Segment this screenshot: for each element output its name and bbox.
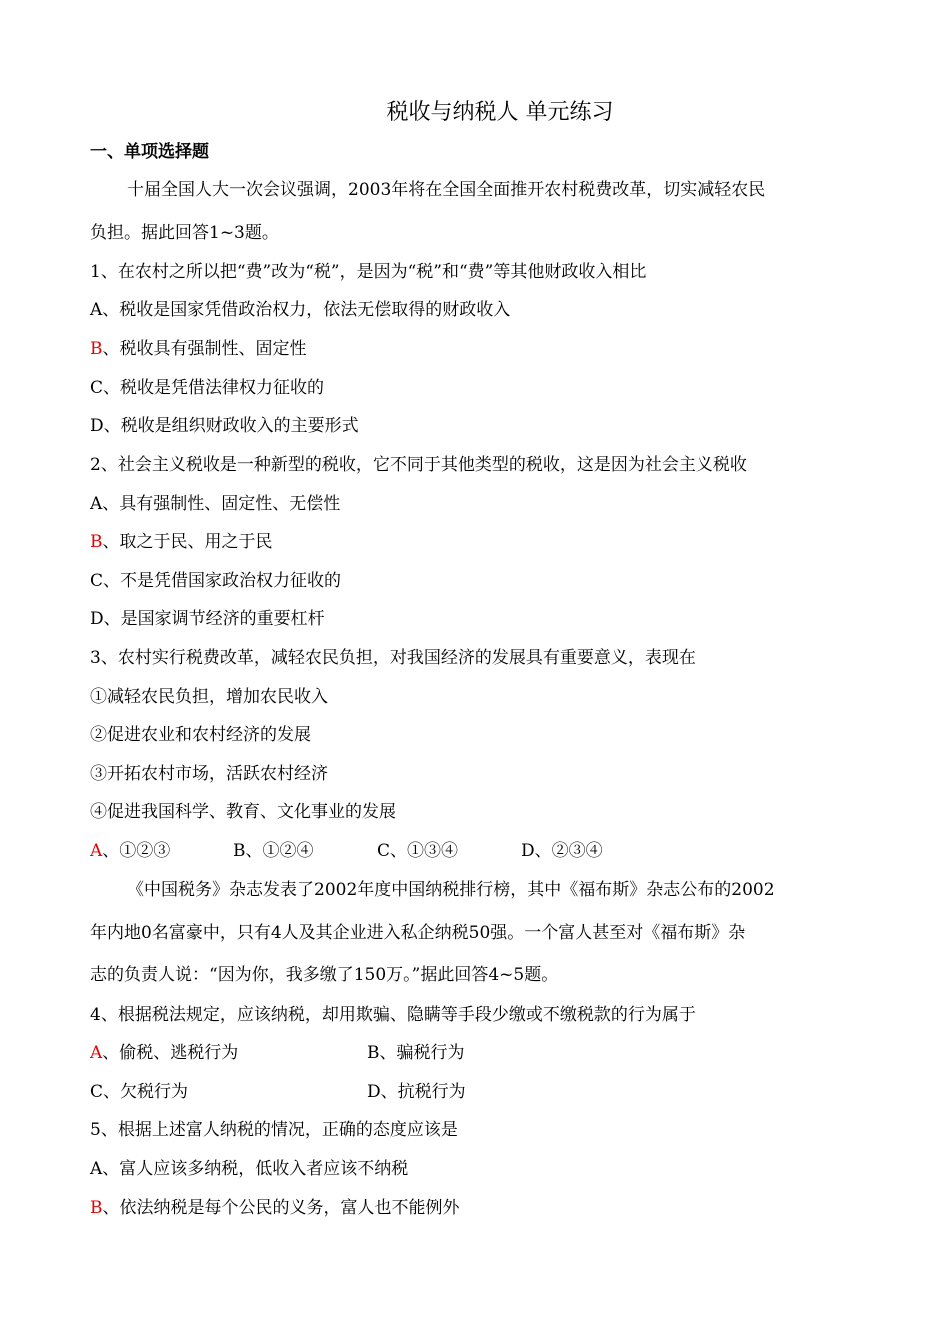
question-4-option-b: B、骗税行为 bbox=[367, 1043, 465, 1063]
option-text: 、税收具有强制性、固定性 bbox=[102, 339, 307, 359]
option-letter: A bbox=[90, 300, 103, 320]
question-5-stem: 5、根据上述富人纳税的情况，正确的态度应该是 bbox=[90, 1120, 458, 1140]
intro-paragraph-1-line-1: 十届全国人大一次会议强调，2003年将在全国全面推开农村税费改革，切实减轻农民 bbox=[127, 180, 766, 200]
question-3-stem: 3、农村实行税费改革，减轻农民负担，对我国经济的发展具有重要意义，表现在 bbox=[90, 648, 696, 668]
intro-paragraph-2-line-3: 志的负责人说：“因为你，我多缴了150万。”据此回答4~5题。 bbox=[90, 965, 559, 985]
answer-letter: A bbox=[90, 841, 103, 861]
question-3-option-d: D、②③④ bbox=[521, 841, 603, 861]
option-text: 、税收是凭借法律权力征收的 bbox=[103, 378, 325, 398]
option-text: 、偷税、逃税行为 bbox=[102, 1043, 239, 1063]
question-4-option-a bbox=[90, 1040, 238, 1066]
question-3-item-1: ①减轻农民负担，增加农民收入 bbox=[90, 687, 328, 707]
question-4-option-c: C、欠税行为 bbox=[90, 1082, 189, 1102]
option-letter: D bbox=[90, 609, 104, 629]
question-4-options-row-2 bbox=[90, 1079, 650, 1105]
answer-letter: B bbox=[90, 532, 103, 552]
option-letter: A bbox=[90, 494, 103, 514]
option-text: 、取之于民、用之于民 bbox=[102, 532, 273, 552]
option-text: 、是国家调节经济的重要杠杆 bbox=[103, 609, 325, 629]
option-text: 、①②③ bbox=[102, 841, 171, 861]
answer-letter: A bbox=[90, 1043, 103, 1063]
option-letter: C bbox=[90, 571, 104, 591]
option-letter: C bbox=[90, 378, 104, 398]
question-2-option-a bbox=[90, 491, 340, 517]
question-3-option-c: C、①③④ bbox=[377, 841, 459, 861]
question-3-option-b: B、①②④ bbox=[233, 841, 314, 861]
question-3-options bbox=[90, 838, 650, 864]
question-2-stem: 2、社会主义税收是一种新型的税收，它不同于其他类型的税收，这是因为社会主义税收 bbox=[90, 455, 747, 475]
question-2-option-d bbox=[90, 606, 325, 632]
question-1-option-d bbox=[90, 413, 359, 439]
intro-paragraph-1-line-2: 负担。据此回答1~3题。 bbox=[90, 223, 279, 243]
question-3-option-a bbox=[90, 838, 170, 864]
question-5-option-b bbox=[90, 1195, 460, 1221]
intro-paragraph-2-line-1: 《中国税务》杂志发表了2002年度中国纳税排行榜，其中《福布斯》杂志公布的2002 bbox=[127, 880, 775, 900]
question-4-options-row-1 bbox=[90, 1040, 650, 1066]
option-text: 、不是凭借国家政治权力征收的 bbox=[103, 571, 342, 591]
answer-letter: B bbox=[90, 339, 103, 359]
option-text: 、税收是国家凭借政治权力，依法无偿取得的财政收入 bbox=[102, 300, 511, 320]
question-3-item-4: ④促进我国科学、教育、文化事业的发展 bbox=[90, 802, 396, 822]
question-3-item-3: ③开拓农村市场，活跃农村经济 bbox=[90, 764, 328, 784]
question-1-stem: 1、在农村之所以把“费”改为“税”，是因为“税”和“费”等其他财政收入相比 bbox=[90, 262, 647, 282]
option-text: 、依法纳税是每个公民的义务，富人也不能例外 bbox=[102, 1198, 460, 1218]
section-heading: 一、单项选择题 bbox=[90, 142, 209, 162]
document-title: 税收与纳税人 单元练习 bbox=[386, 100, 614, 125]
question-4-stem: 4、根据税法规定，应该纳税，却用欺骗、隐瞒等手段少缴或不缴税款的行为属于 bbox=[90, 1005, 696, 1025]
intro-paragraph-2-line-2: 年内地0名富豪中，只有4人及其企业进入私企纳税50强。一个富人甚至对《福布斯》杂 bbox=[90, 923, 746, 943]
question-1-option-c bbox=[90, 375, 324, 401]
option-letter: D bbox=[90, 416, 104, 436]
question-3-item-2: ②促进农业和农村经济的发展 bbox=[90, 725, 311, 745]
question-1-option-a bbox=[90, 297, 510, 323]
answer-letter: B bbox=[90, 1198, 103, 1218]
question-5-option-a: A、富人应该多纳税，低收入者应该不纳税 bbox=[90, 1159, 409, 1179]
question-4-option-d: D、抗税行为 bbox=[367, 1082, 466, 1102]
question-1-option-b bbox=[90, 336, 307, 362]
question-2-option-b bbox=[90, 529, 273, 555]
option-text: 、具有强制性、固定性、无偿性 bbox=[102, 494, 341, 514]
option-text: 、税收是组织财政收入的主要形式 bbox=[103, 416, 359, 436]
question-2-option-c bbox=[90, 568, 341, 594]
